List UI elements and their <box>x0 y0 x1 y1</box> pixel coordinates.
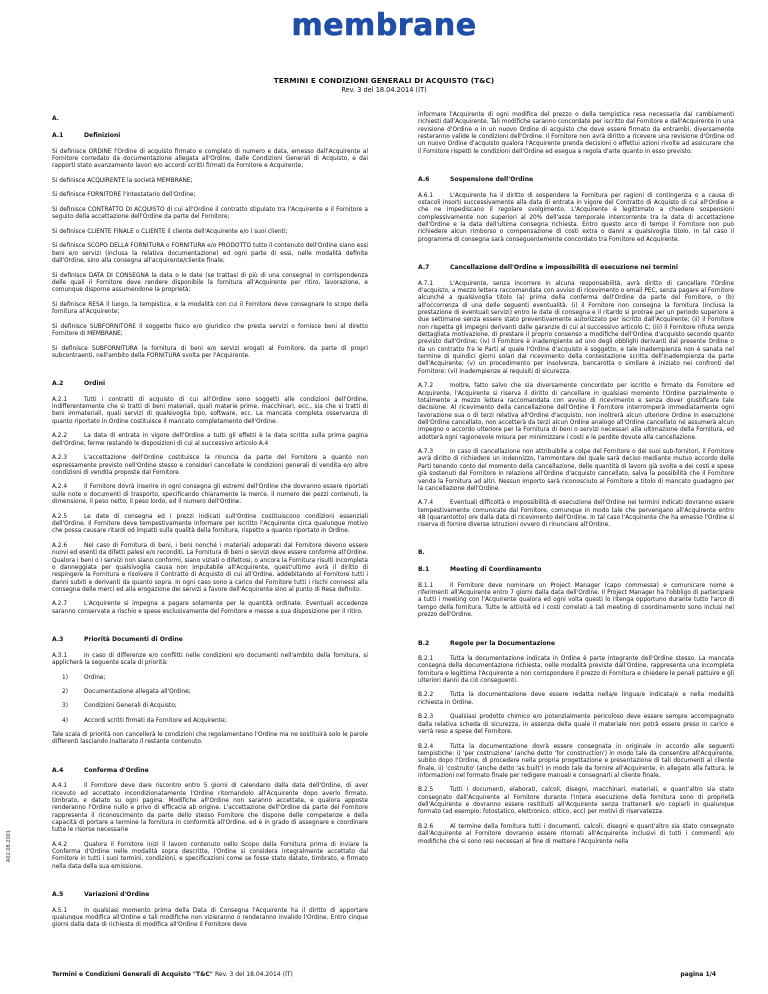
paragraph <box>418 714 734 736</box>
paragraph: Tale scala di priorità non cancellerà le condizioni che regolamentano l'Ordine ma ne sostituirà solo le parole differenti lasciando inalterato il restante contenuto. <box>52 731 368 746</box>
document-title: TERMINI E CONDIZIONI GENERALI DI ACQUISTO (T&C) <box>273 76 495 85</box>
paragraph <box>418 281 734 376</box>
paragraph-number: A.7.2 <box>418 383 434 390</box>
paragraph <box>52 514 368 536</box>
logo-text: membrane <box>291 10 477 40</box>
paragraph <box>418 824 734 846</box>
heading-number: A.3 <box>52 636 64 644</box>
paragraph <box>418 383 734 442</box>
heading-b2 <box>418 640 734 647</box>
list-text: Accordi scritti firmati da Fornitore ed Acquirente; <box>84 717 227 724</box>
heading-number: A.1 <box>52 132 64 140</box>
paragraph-text: Nel caso di Fornitura di beni, i beni nonché i materiali adoperati dal Fornitore devono essere nuovi ed esenti da difetti palesi e/o reconditi. La Fornitura di beni o servizi deve essere conforme all'Ordine. Qualora i beni o i servizi non siano conformi, siano viziati o difettosi, o ancora la Fornitura risulti incompleta o danneggiata per qualsivoglia causa non imputabile all'Acquirente, quest'ultimo avrà il diritto di respingere la Fornitura e risolvere il Contratto di Acquisto di cui all'Ordine, addebitando al Fornitore tutti i danni subiti e derivanti da quanto sopra. In ogni caso sono a carico del Fornitore tutti i rischi connessi alla consegna delle merci ed alla erogazione dei servizi a favore dell'Acquirente sino al punto di Resa definito. <box>52 542 368 593</box>
list-item <box>52 703 368 710</box>
paragraph-text: Eventuali difficoltà o impossibilità di esecuzione dell'Ordine nei termini indicati dovranno essere tempestivamente comunicate dal Fornitore, comunque in modo tale che pervengano all'Acquirente entro 48 (quarantotto) ore dalla data di ricevimento dell'Ordine. In tal caso l'Acquirente che ha emesso l'Ordine si riserva di fornire diverse istruzioni ovvero di rinunciare all'Ordine. <box>418 500 734 529</box>
paragraph-text: L'accettazione dell'Ordine costituisce la rinuncia da parte del Fornitore a quanto non espressamente previsto nell'Ordine stesso e consideri cancellate le condizioni generali di vendita e/o altre condizioni di vendita proposte dal Fornitore. <box>52 455 368 476</box>
paragraph-text: Al termine della fornitura tutti i documenti, calcoli, disegni e quant'altro sia stato consegnato dall'Acquirente al Fornitore dovranno essere ritornati all'Acquirente inclusivi di tutti i commenti e/o modifiche che si sono resi necessari al fine di mettere l'Acquirente nella <box>418 824 734 845</box>
paragraph-number: B.2.3 <box>418 714 434 721</box>
paragraph: Si definisce CLIENTE FINALE o CLIENTE il cliente dell'Acquirente e/o i suoi clienti; <box>52 228 288 235</box>
heading-number: A.2 <box>52 380 64 388</box>
paragraph-number: A.4.2 <box>52 841 68 848</box>
heading-b1 <box>418 566 734 573</box>
paragraph-number: A.7.4 <box>418 500 434 507</box>
heading-title: Meeting di Coordinamento <box>450 566 542 574</box>
heading-title: Sospensione dell'Ordine <box>450 176 534 184</box>
paragraph-number: A.6.1 <box>418 192 434 199</box>
heading-number: A.4 <box>52 766 64 774</box>
paragraph-text: Il Fornitore dovrà inserire in ogni consegna gli estremi dell'Ordine che dovranno essere riportati sulle note o documenti di trasporto, specificando chiaramente la merce, il numero dei pezzi contenuti, la dimensione, il peso netto, il peso lordo, ed il numero dell'Ordine. <box>52 484 368 506</box>
paragraph-number: B.2.2 <box>418 692 434 699</box>
footer-doc-revision: Rev. 3 del 18.04.2014 <box>214 971 281 978</box>
paragraph-text: Inoltre, fatto salvo che sia diversamente concordato per iscritto e firmato da Fornitore ed Acquirente, l'Acquirente si riserva il diritto di cancellare in qualsiasi momento l'Ordine parzialmente o totalmente a mezzo lettera raccomandata con avviso di ricevimento e senza dover giustificare tale decisione. Al ricevimento della cancellazione dell'Ordine il Fornitore interromperà immediatamente ogni lavorazione sua o di terzi relativa all'Ordine d'acquisto, non inoltrerà alcun ulteriore Ordine in esecuzione dell'Ordine cancellato, non accetterà da terzi alcun Ordine analogo all'Ordine cancellato né assumerà alcun impegno o accordo ulteriore per la Fornitura di beni o servizi necessari alla ultimazione della Fornitura, ed adotterà ogni ragionevole misura per minimizzare i costi e le perdite dovute alla cancellazione. <box>418 383 734 441</box>
paragraph-number: B.2.6 <box>418 824 434 830</box>
heading-a7 <box>418 264 734 271</box>
paragraph: Si definisce RESA il luogo, la tempistica, e la modalità con cui il Fornitore deve consegnare lo scopo della fornitura al'Acquirente; <box>52 301 368 316</box>
heading-number: A.7 <box>418 264 430 272</box>
paragraph-text: Qualsiasi prodotto chimico e/o potenzialmente pericoloso deve essere sempre accompagnato dalla relativa scheda di sicurezza, in assenza della quale il materiale non potrà essere preso in carico e verrà reso a spese del Fornitore. <box>418 714 734 735</box>
paragraph <box>418 656 734 685</box>
paragraph-number: A.2.4 <box>52 484 68 491</box>
paragraph-number: A.4.1 <box>52 783 68 790</box>
paragraph-number: A.5.1 <box>52 907 68 914</box>
paragraph-text: Tutti i contratti di acquisto di cui all'Ordine sono soggetti alle condizioni dell'Ordine, indifferentemente che si tratti di beni materiali, quali materie prime, macchinari, ecc., sia che si tratti di beni immateriali, quali servizi di qualsivoglia tipo, software, ecc. La mancata completa osservanza di quanto riportato in Ordine costituisce il mancato completamento dell'Ordine. <box>52 396 368 425</box>
paragraph <box>52 842 368 871</box>
paragraph: Si definisce SUBFORNITURA la fornitura di beni e/o servizi erogati al Fornitore, da parte di propri subcontraenti, nell'ambito della FORNITURA svolta per l'Acquirente. <box>52 345 368 359</box>
left-column <box>52 116 368 937</box>
paragraph <box>418 787 734 816</box>
document-revision: Rev. 3 del 18.04.2014 (IT) <box>341 86 427 94</box>
paragraph: Si definisce SCOPO DELLA FORNITURA o FORNITURA e/o PRODOTTO tutto il contenuto dell'Ordine siano essi beni e/o servizi (inclusa la relativa documentazione) ed ogni parte di essi, nelle modalità definite dall'Ordine, sino alla consegna all'acquirente/cliente finale; <box>52 243 368 265</box>
paragraph <box>52 908 368 930</box>
heading-a1 <box>52 132 368 139</box>
paragraph <box>52 484 368 506</box>
footer-doc-language: (IT) <box>282 971 293 978</box>
list-number: 4) <box>62 717 68 724</box>
list-number: 1) <box>62 674 68 681</box>
paragraph-number: A.2.6 <box>52 542 68 549</box>
paragraph-number: B.2.4 <box>418 743 434 750</box>
paragraph-number: A.2.5 <box>52 513 68 520</box>
paragraph <box>52 783 368 834</box>
paragraph-number: A.2.2 <box>52 433 68 440</box>
paragraph <box>418 193 734 244</box>
heading-a6 <box>418 176 734 183</box>
list-item <box>52 675 368 682</box>
page-number: pagina 1/4 <box>680 971 716 978</box>
paragraph-number: A.2.3 <box>52 455 68 462</box>
paragraph <box>418 583 734 620</box>
paragraph <box>52 543 368 594</box>
paragraph <box>418 744 734 781</box>
paragraph-number: B.1.1 <box>418 582 434 589</box>
paragraph-number: A.2.1 <box>52 396 68 403</box>
paragraph-number: B.2.5 <box>418 787 434 794</box>
section-a-heading: A. <box>52 116 59 122</box>
right-column <box>418 112 734 853</box>
paragraph: Si definisce DATA DI CONSEGNA la data o le date (se trattasi di più di una consegna) in corrispondenza delle quali il Fornitore deve rendere disponibile la fornitura all'Acquirente per ritiro, lavorazione, e comunque disporne assumendone la proprietà; <box>52 272 368 294</box>
paragraph: informare l'Acquirente di ogni modifica del prezzo o della tempistica resa necessaria dai cambiamenti richiesti dall'Acquirente. Tali modifiche saranno concordate per iscritto dal Fornitore e dall'Acquirente in una revisione d'Ordine o in un nuovo Ordine di acquisto che deve essere firmato da entrambi, diversamente resteranno valide le condizioni dell'Ordine. Il Fornitore non avrà diritto a ricevere una revisione d'Ordine od un nuovo Ordine d'acquisto qualora l'Acquirente prenda decisioni o effettui azioni rivolte ad assicurare che il Fornitore rispetti le condizioni dell'Ordine ed esegua a regola d'arte quanto in esso previsto. <box>418 112 734 155</box>
paragraph <box>52 653 368 668</box>
heading-number: A.5 <box>52 891 64 899</box>
paragraph <box>52 433 368 448</box>
list-item <box>52 689 368 696</box>
heading-title: Priorità Documenti di Ordine <box>84 636 183 644</box>
paragraph: Si definisce FORNITORE l'intestatario dell'Ordine; <box>52 192 196 199</box>
document-code: A02.08.2001 <box>6 829 12 862</box>
paragraph-text: Qualora il Fornitore inizi il lavoro contenuto nello Scopo della Fornitura prima di inviare la Conferma d'Ordine nelle modalità sopra descritte, l'Ordine si considera integralmente accettato dal Fornitore in tutti i suoi termini, condizioni, e specificazioni come se fosse stato datato, timbrato, e firmato nella data della sua emissione. <box>52 841 368 870</box>
paragraph: Si definisce ORDINE l'Ordine di acquisto firmato e completo di numero e data, emesso dall'Acquirente al Fornitore corredato da documentazione allegata all'Ordine, dalle Condizioni Generali di Acquisto, e dai rapporti stato avanzamento lavori e/o accordi scritti firmati da Fornitore e Acquirente; <box>52 148 368 170</box>
paragraph <box>52 397 368 426</box>
paragraph-text: Tutti i documenti, elaborati, calcoli, disegni, macchinari, materiali, e quant'altro sia stato consegnato dall'Acquirente al Fornitore durante l'intera esecuzione della fornitura sono di proprietà dell'Acquirente e dovranno essere resitituiti all'Acquirente senza trattenerli e/o copiarli in qualunque formato (ad esempio: fotostatico, elettronico, ottico, ecc) per motivi di riservatezza. <box>418 787 734 816</box>
list-number: 3) <box>62 703 68 710</box>
heading-number: B.2 <box>418 639 430 647</box>
paragraph-text: Tutta la documentazione dovrà essere consegnata in originale in accordo alle seguenti tempistiche: i) 'per costruzione' (anche detto 'for construction') in modo tale da consentire all'Acquirente, subito dopo l'Ordine, di procedere nella propria progettazione e presentazione di tali documenti al cliente finale, ii) 'costruito' (anche detto 'as built') in modo tale da fornire all'Acquirente, in allegato alla fattura, le informazioni nel formato finale per redigere manuali e consegnarli al cliente finale. <box>418 743 734 779</box>
paragraph <box>418 449 734 493</box>
paragraph-text: Tutta la documentazione indicata in Ordine è parte integrante dell'Ordine stesso. La mancata consegna della documentazione richiesta, nelle modalità previste dall'Ordine, rappresenta una incompleta fornitura e legittima l'Acquirente a non corrispondere il prezzo di Fornitura e chiedere le penali pattuire e gli ulteriori danni da ciò conseguenti. <box>418 655 734 684</box>
paragraph-text: Le date di consegna ed i prezzi indicati sull'Ordine costituiscono condizioni essenziali dell'Ordine. Il Fornitore deve tempestivamente informare per iscritto l'Acquirente circa qualunque motivo che possa causare ritardi od impatti sulla qualità della fornitura, rispetto a quanto riportato in Ordine. <box>52 513 368 535</box>
paragraph <box>418 692 734 707</box>
list-text: Documentazione allegata all'Ordine; <box>84 688 191 695</box>
list-number: 2) <box>62 688 68 695</box>
paragraph-text: Il Fornitore deve nominare un Project Manager (capo commessa) e comunicare nome e riferimenti all'Acquirente entro 7 giorni dalla data dell'Ordine. Il Project Manager ha l'obbligo di partecipare a tutti i meeting con l'Acquirente qualora ed ogni volta questi lo ritenga opportuno durante tutto l'arco di tempo della fornitura. Tutte le attività ed i costi correlati a tali meeting di coordinamento sono inclusi nel prezzo dell'Ordine. <box>418 582 734 618</box>
paragraph-number: A.7.1 <box>418 280 434 287</box>
paragraph: Si definisce CONTRATTO DI ACQUISTO di cui all'Ordine il contratto stipulato tra l'Acquirente e il Fornitore a seguito della accettazione dell'Ordine da parte del Fornitore; <box>52 206 368 221</box>
paragraph-number: A.2.7 <box>52 601 68 608</box>
heading-title: Definizioni <box>84 132 121 140</box>
paragraph: Si definisce SUBFORNITORE il soggetto fisico e/o giuridico che presta servizi o fornisce beni al diretto Fornitore di MEMBRANE; <box>52 323 368 338</box>
paragraph: Si definisce ACQUIRENTE la società MEMBRANE; <box>52 177 193 184</box>
paragraph <box>52 455 368 477</box>
paragraph-text: L'Acquirente si impegna a pagare solamente per le quantità ordinate. Eventuali eccedenze saranno conservate a rischio e spese esclusivamente del Fornitore e messe a sua disposizione per il ritiro. <box>52 601 368 615</box>
paragraph <box>52 601 368 616</box>
section-b-heading: B. <box>418 549 425 556</box>
paragraph <box>418 500 734 529</box>
paragraph-number: A.3.1 <box>52 652 68 659</box>
paragraph-text: In qualsiasi momento prima della Data di Consegna l'Acquirente ha il diritto di apportare qualunque modifica all'Ordine e tali modifiche non vizieranno o renderanno invalido l'Ordine. Entro cinque giorni dalla data di richiesta di modifica all'Ordine il Fornitore deve <box>52 907 368 929</box>
paragraph-number: B.2.1 <box>418 655 434 662</box>
paragraph-text: La data di entrata in vigore dell'Ordine a tutti gli effetti è la data scritta sulla prima pagina dell'Ordine, ferme restando le disposizioni di cui al successivo articolo A.4 <box>52 433 368 447</box>
heading-title: Conferma d'Ordine <box>84 766 149 774</box>
list-text: Ordine; <box>84 674 106 681</box>
heading-title: Cancellazione dell'Ordine e impossibilità di esecuzione nei termini <box>450 264 678 272</box>
membrane-logo <box>0 10 768 44</box>
footer-document-name <box>52 971 293 978</box>
heading-title: Ordini <box>84 380 106 388</box>
heading-number: B.1 <box>418 566 430 574</box>
paragraph-text: Tutta la documentazione deve essere redatta nella/e lingua/e indicata/e e nella modalità richiesta in Ordine. <box>418 692 734 706</box>
heading-title: Regole per la Documentazione <box>450 639 555 647</box>
paragraph-text: L'Acquirente, senza incorrere in alcuna responsabilità, avrà diritto di cancellare l'Ordine d'acquisto, a mezzo lettera raccomandata con avviso di ricevimento o email PEC, senza pagare al Fornitore alcunché a qualsivoglia titolo (a) prima della conferma dell'Ordine da parte del Fornitore, o (b) all'occorrenza di una delle seguenti eventualità: (i) il Fornitore non consegna la fornitura (inclusa la prestazione di eventuali servizi) entro le date di consegna e il ritardo si protrae per un periodo superiore a due settimane senza essere stato preventivamente autorizzato per iscritto dall'Acquirente; (ii) il Fornitore non rispetta gli impegni derivanti dalle garanzie di cui al successivo articolo C; (iii) il Fornitore rifiuta senza dettagliata motivazione, di prestare il proprio consenso a modifiche dell'Ordine d'acquisto secondo quanto previsto dall'Ordine; (iv) il Fornitore è inadempiente ad uno degli obblighi derivanti dal presente Ordine o da un contratto fra le Parti al quale l'Ordine d'acquisto è soggetto, e tale inadempienza non è sanata nel termine di quindici giorni solari dal ricevimento della contestazione scritta dell'inadempienza da parte dell'Acquirente; (v) un procedimento per insolvenza, bancarotta o simílare è iniziato nei confronti del Fornitore; (vi) inadempienze ai requisiti di sicurezza. <box>418 280 734 375</box>
heading-a3 <box>52 636 368 643</box>
heading-a2 <box>52 380 368 387</box>
heading-a5 <box>52 891 368 898</box>
heading-title: Variazioni d'Ordine <box>84 891 150 899</box>
paragraph-number: A.7.3 <box>418 449 434 456</box>
heading-number: A.6 <box>418 176 430 184</box>
heading-a4 <box>52 767 368 774</box>
paragraph-text: In caso di differenze e/o conflitti nelle condizioni e/o documenti nell'ambito della fornitura, si applicherà la seguente scala di priorità: <box>52 652 368 667</box>
footer-doc-title: Termini e Condizioni Generali di Acquisto "T&C" <box>52 971 213 978</box>
paragraph-text: L'Acquirente ha il diritto di sospendere la Fornitura per ragioni di contingenza o a causa di ostacoli insorti successivamente alla data di entrata in vigore del Contratto di Acquisto di cui all'Ordine e che ne impediscano il regolare svolgimento. L'Acquirente è legittimato a chiedere sospensioni complessivamente non superiori al 20% dell'asse temporale intercorrente tra la data di accettazione dell'Ordine e la data dell'ultima consegna richiesta. Entro questo arco di tempo il Fornitore non può richiedere alcun rimborso o compensazione di costi extra o danni a qualsivoglia titolo. In tal caso il programma di consegna sarà conseguentemente concordato tra Fornitore ed Acquirente. <box>418 192 734 243</box>
paragraph-text: Il Fornitore deve dare riscontro entro 5 giorni di calendario dalla data dell'Ordine, di aver ricevuto ed accettato incondizionatamente l'Ordine ritornandolo all'Acquirente dopo averlo firmato, timbrato, e datato su ogni pagina. Modifiche all'Ordine non saranno accettate, e qualora apposte renderanno l'Ordine nullo e privo di efficacia ab origine. L'accettazione dell'Ordine da parte del Fornitore rappresenta il riconoscimento da parte dello stesso Fornitore che dispone delle competenze e della capacità di portare a termine la fornitura in conformità all'Ordine, ed è in grado di assegnare e coordinare tutte le risorse necessarie <box>52 783 368 834</box>
list-item <box>52 718 368 725</box>
logo-graphic <box>264 10 504 40</box>
list-text: Condizioni Generali di Acquisto; <box>84 703 177 710</box>
paragraph-text: In caso di cancellazione non attribuibile a colpe del Fornitore o dei suoi sub-fornitori, il Fornitore avrà diritto di richiedere un indennizzo, l'ammontare del quale sarà deciso mediante mutuo accordo delle Parti tenendo conto del momento della cancellazione, delle quantità di lavoro già svolte e dei costi e spese già sostenuti dal Fornitore in relazione all'Ordine d'acquisto cancellato, salva la possibilità che il Fornitore venda la Fornitura ad altri. Nessun importo sarà riconosciuto al Fornitore a titolo di mancato guadagno per la cancellazione dell'Ordine. <box>418 449 734 492</box>
